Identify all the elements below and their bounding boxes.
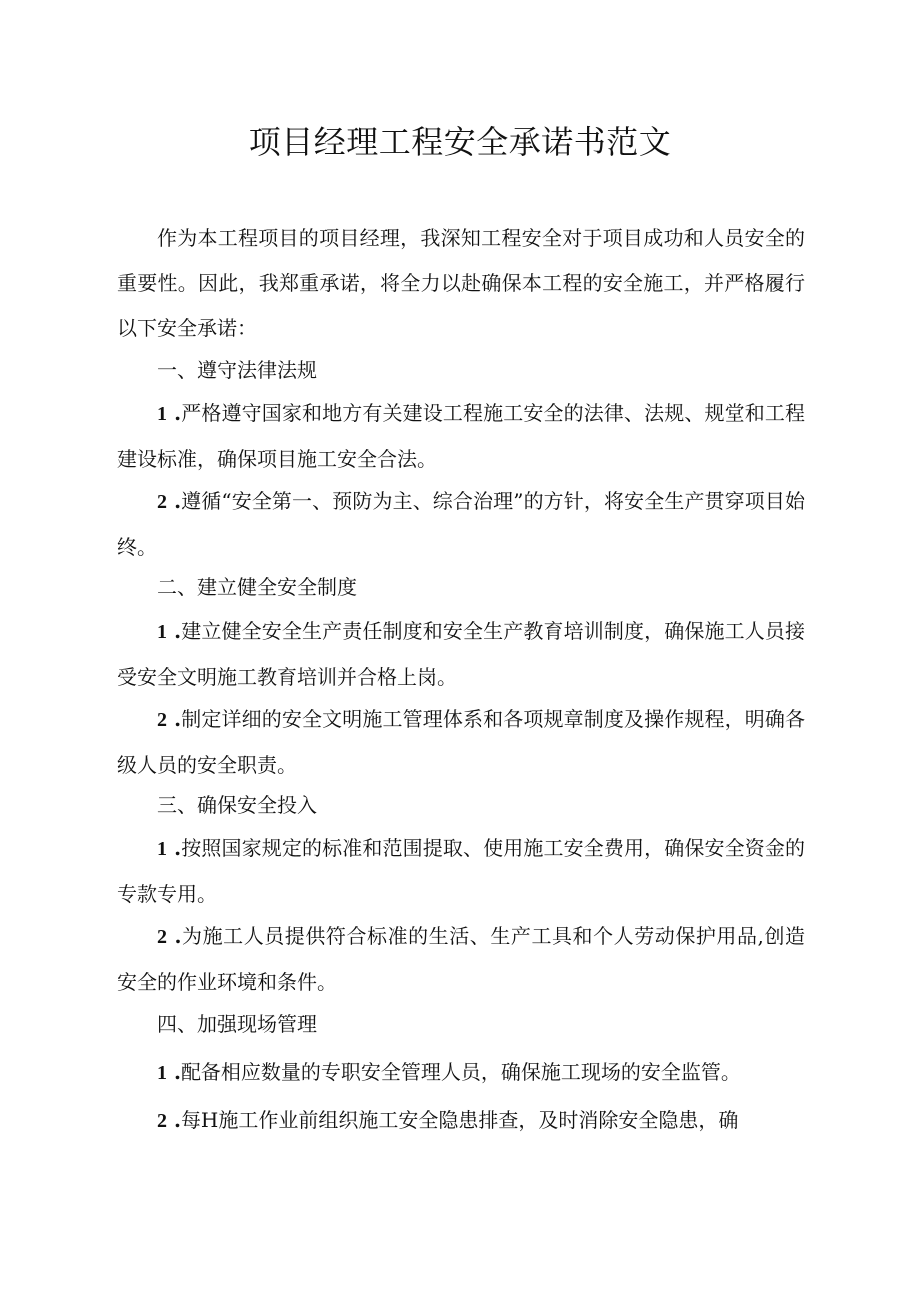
item-separator: . (167, 1060, 181, 1084)
section-2-item-1 (117, 609, 805, 700)
item-number: 1 (157, 1062, 167, 1084)
section-2-item-2 (117, 697, 805, 788)
section-3-item-2 (117, 914, 805, 1005)
item-number: 1 (157, 621, 167, 643)
item-text: 每H施工作业前组织施工安全隐患排查，及时消除安全隐患，确 (180, 1108, 739, 1132)
item-text: 严格遵守国家和地方有关建设工程施工安全的法律、法规、规堂和工程建设标准，确保项目施工安全合法。 (117, 401, 805, 471)
item-separator: . (167, 924, 182, 948)
item-separator: . (167, 619, 182, 643)
item-separator: . (167, 401, 182, 425)
section-heading-1: 一、遵守法律法规 (157, 358, 317, 382)
item-text: 按照国家规定的标准和范围提取、使用施工安全费用，确保安全资金的专款专用。 (117, 836, 805, 906)
section-heading-4: 四、加强现场管理 (157, 1012, 317, 1036)
item-number: 2 (157, 491, 167, 513)
item-separator: . (167, 836, 182, 860)
item-text: 为施工人员提供符合标准的生活、生产工具和个人劳动保护用品,创造安全的作业环境和条件。 (117, 924, 805, 994)
item-text: 遵循“安全第一、预防为主、综合治理”的方针，将安全生产贯穿项目始终。 (117, 489, 805, 559)
item-separator: . (167, 489, 182, 513)
section-heading-2: 二、建立健全安全制度 (157, 575, 357, 599)
item-number: 1 (157, 403, 167, 425)
item-number: 1 (157, 838, 167, 860)
section-4-item-1 (117, 1050, 805, 1096)
section-4-item-2 (117, 1098, 805, 1144)
item-separator: . (167, 707, 182, 731)
intro-paragraph: 作为本工程项目的项目经理，我深知工程安全对于项目成功和人员安全的重要性。因此，我郑重承诺，将全力以赴确保本工程的安全施工，并严格履行以下安全承诺： (117, 226, 805, 340)
item-number: 2 (157, 709, 167, 731)
section-1-item-1 (117, 391, 805, 482)
item-text: 制定详细的安全文明施工管理体系和各项规章制度及操作规程，明确各级人员的安全职责。 (117, 707, 805, 777)
item-number: 2 (157, 926, 167, 948)
section-3-item-1 (117, 826, 805, 917)
item-text: 建立健全安全生产责任制度和安全生产教育培训制度，确保施工人员接受安全文明施工教育培训并合格上岗。 (117, 619, 805, 689)
section-1-item-2 (117, 479, 805, 570)
item-number: 2 (157, 1110, 167, 1132)
section-heading-3: 三、确保安全投入 (157, 793, 317, 817)
item-text: 配备相应数量的专职安全管理人员，确保施工现场的安全监管。 (180, 1060, 741, 1084)
document-title: 项目经理工程安全承诺书范文 (248, 123, 672, 161)
item-separator: . (167, 1108, 181, 1132)
